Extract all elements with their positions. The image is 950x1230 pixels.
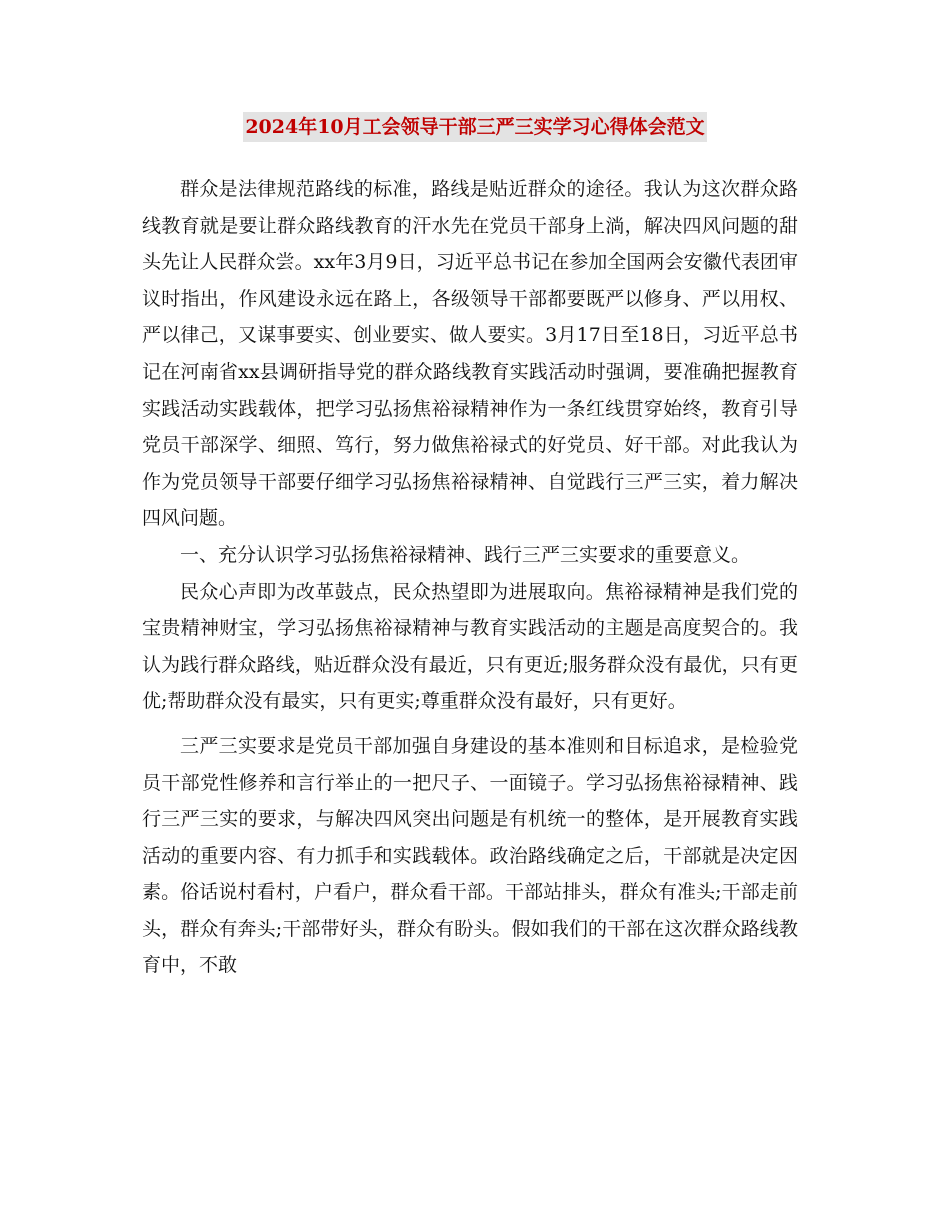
paragraph-public-voice: 民众心声即为改革鼓点，民众热望即为进展取向。焦裕禄精神是我们党的宝贵精神财宝，学习弘扬焦裕禄精神与教育实践活动的主题是高度契合的。我认为践行群众路线，贴近群众没有最近，只有更近;服务群众没有最优，只有更优;帮助群众没有最实，只有更实;尊重群众没有最好，只有更好。 xyxy=(142,580,798,713)
title-container xyxy=(0,112,950,142)
paragraph-three-stricts: 三严三实要求是党员干部加强自身建设的基本准则和目标追求，是检验党员干部党性修养和言行举止的一把尺子、一面镜子。学习弘扬焦裕禄精神、践行三严三实的要求，与解决四风突出问题是有机统一的整体，是开展教育实践活动的重要内容、有力抓手和实践载体。政治路线确定之后，干部就是决定因素。俗话说村看村，户看户，群众看干部。干部站排头，群众有准头;干部走前头，群众有奔头;干部带好头，群众有盼头。假如我们的干部在这次群众路线教育中，不敢 xyxy=(142,734,798,977)
document-body xyxy=(142,171,798,984)
paragraph-section-heading: 一、充分认识学习弘扬焦裕禄精神、践行三严三实要求的重要意义。 xyxy=(180,543,751,566)
paragraph-intro: 群众是法律规范路线的标准，路线是贴近群众的途径。我认为这次群众路线教育就是要让群众路线教育的汗水先在党员干部身上淌，解决四风问题的甜头先让人民群众尝。xx年3月9日，习近平总书记在参加全国两会安徽代表团审议时指出，作风建设永远在路上，各级领导干部都要既严以修身、严以用权、严以律己，又谋事要实、创业要实、做人要实。3月17日至18日，习近平总书记在河南省xx县调研指导党的群众路线教育实践活动时强调，要准确把握教育实践活动实践载体，把学习弘扬焦裕禄精神作为一条红线贯穿始终，教育引导党员干部深学、细照、笃行，努力做焦裕禄式的好党员、好干部。对此我认为作为党员领导干部要仔细学习弘扬焦裕禄精神、自觉践行三严三实，着力解决四风问题。 xyxy=(142,178,798,530)
document-title: 2024年10月工会领导干部三严三实学习心得体会范文 xyxy=(243,112,706,142)
